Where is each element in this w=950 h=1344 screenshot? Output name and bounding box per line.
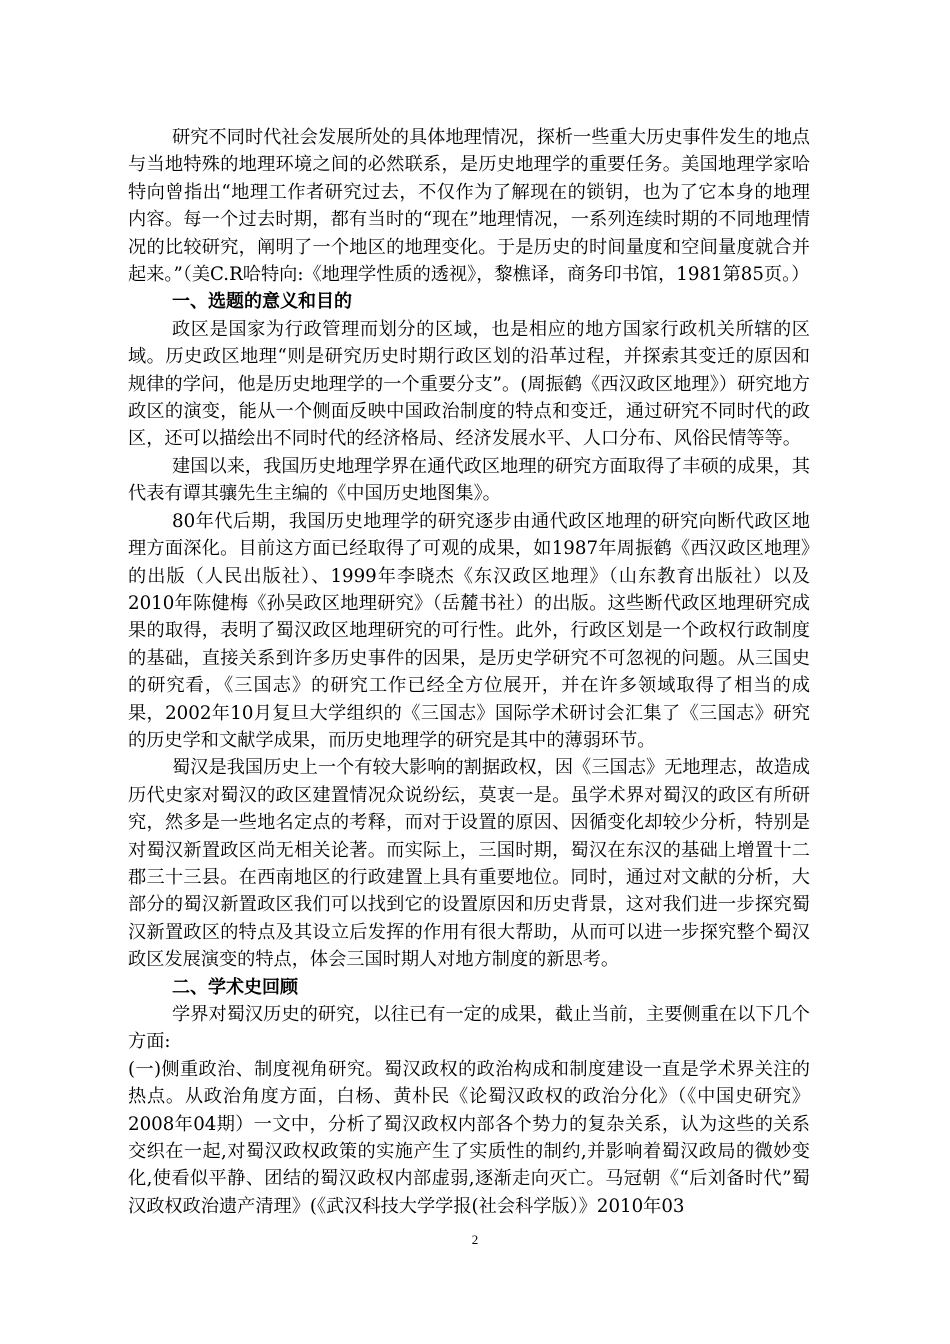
paragraph-3: 80年代后期，我国历史地理学的研究逐步由通代政区地理的研究向断代政区地理方面深化。目前这方面已经取得了可观的成果，如1987年周振鹤《西汉政区地理》的出版（人民出版社）、1999年李晓杰《东汉政区地理》（山东教育出版社）以及2010年陈健梅《孙吴政区地理研究》（岳麓书社）的出版。这些断代政区地理研究成果的取得，表明了蜀汉政区地理研究的可行性。此外，行政区划是一个政权行政制度的基础，直接关系到许多历史事件的因果，是历史学研究不可忽视的问题。从三国史的研究看，《三国志》的研究工作已经全方位展开，并在许多领域取得了相当的成果，2002年10月复旦大学组织的《三国志》国际学术研讨会汇集了《三国志》研究的历史学和文献学成果，而历史地理学的研究是其中的薄弱环节。 (128, 510, 810, 751)
paragraph-4: 蜀汉是我国历史上一个有较大影响的割据政权，因《三国志》无地理志，故造成历代史家对蜀汉的政区建置情况众说纷纭，莫衷一是。虽学术界对蜀汉的政区有所研究，然多是一些地名定点的考释，而对于设置的原因、因循变化却较少分析，特别是对蜀汉新置政区尚无相关论著。而实际上，三国时期，蜀汉在东汉的基础上增置十二郡三十三县。在西南地区的行政建置上具有重要地位。同时，通过对文献的分析，大部分的蜀汉新置政区我们可以找到它的设置原因和历史背景，这对我们进一步探究蜀汉新置政区的特点及其设立后发挥的作用有很大帮助，从而可以进一步探究整个蜀汉政区发展演变的特点，体会三国时期人对地方制度的新思考。 (128, 757, 810, 971)
paragraph-2: 建国以来，我国历史地理学界在通代政区地理的研究方面取得了丰硕的成果，其代表有谭其骧先生主编的《中国历史地图集》。 (128, 455, 810, 505)
paragraph-5: 学界对蜀汉历史的研究，以往已有一定的成果，截止当前，主要侧重在以下几个方面: (128, 1004, 810, 1053)
document-body (128, 124, 810, 1220)
section-heading-2: 二、学术史回顾 (172, 976, 298, 998)
paragraph-intro: 研究不同时代社会发展所处的具体地理情况，探析一些重大历史事件发生的地点与当地特殊的地理环境之间的必然联系，是历史地理学的重要任务。美国地理学家哈特向曾指出“地理工作者研究过去，不仅作为了解现在的锁钥，也为了它本身的地理内容。每一个过去时期，都有当时的“现在”地理情况，一系列连续时期的不同地理情况的比较研究，阐明了一个地区的地理变化。于是历史的时间量度和空间量度就合并起来。”（美C.R哈特向:《地理学性质的透视》，黎樵译，商务印书馆，1981第85页。） (128, 127, 810, 286)
paragraph-6: (一)侧重政治、制度视角研究。蜀汉政权的政治构成和制度建设一直是学术界关注的热点。从政治角度方面，白杨、黄朴民《论蜀汉政权的政治分化》（《中国史研究》2008年04期）一文中，分析了蜀汉政权内部各个势力的复杂关系，认为这些的关系交织在一起,对蜀汉政权政策的实施产生了实质性的制约,并影响着蜀汉政局的微妙变化,使看似平静、团结的蜀汉政权内部虚弱,逐渐走向灭亡。马冠朝《“后刘备时代”蜀汉政权政治遗产清理》(《武汉科技大学学报(社会科学版）》2010年03 (128, 1058, 810, 1217)
page-number: 2 (471, 1232, 479, 1247)
paragraph-1: 政区是国家为行政管理而划分的区域，也是相应的地方国家行政机关所辖的区域。历史政区地理“则是研究历史时期行政区划的沿革过程，并探索其变迁的原因和规律的学问，他是历史地理学的一个重要分支”。(周振鹤《西汉政区地理》）研究地方政区的演变，能从一个侧面反映中国政治制度的特点和变迁，通过研究不同时代的政区，还可以描绘出不同时代的经济格局、经济发展水平、人口分布、风俗民情等等。 (128, 318, 810, 450)
section-heading-1: 一、选题的意义和目的 (172, 291, 352, 313)
